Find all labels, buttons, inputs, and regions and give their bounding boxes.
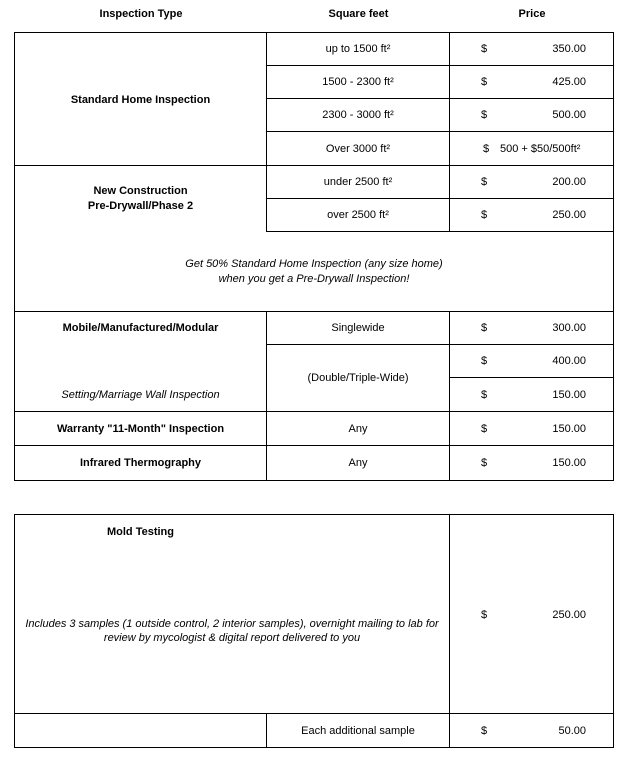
currency-symbol: $	[481, 457, 488, 469]
mobile-price-multiwide: 400.00	[552, 355, 586, 367]
mold-testing-desc-line1: Includes 3 samples (1 outside control, 2 interior samples), overnight mailing to lab for	[25, 618, 439, 630]
currency-symbol: $	[481, 355, 488, 367]
header-square-feet: Square feet	[328, 8, 389, 20]
standard-sqft-3: 2300 - 3000 ft²	[322, 109, 394, 121]
warranty-price: 150.00	[552, 423, 586, 435]
standard-sqft-4: Over 3000 ft²	[325, 143, 391, 155]
currency-symbol: $	[481, 423, 488, 435]
header-price: Price	[518, 8, 546, 20]
currency-symbol: $	[481, 209, 488, 221]
mold-testing-price: 250.00	[552, 609, 586, 621]
mobile-price-singlewide: 300.00	[552, 322, 586, 334]
pre-drywall-label: Pre-Drywall/Phase 2	[87, 200, 194, 212]
standard-sqft-2: 1500 - 2300 ft²	[322, 76, 394, 88]
currency-symbol: $	[481, 322, 488, 334]
header-inspection-type: Inspection Type	[99, 8, 183, 20]
standard-sqft-1: up to 1500 ft²	[325, 43, 391, 55]
mobile-manufactured-label: Mobile/Manufactured/Modular	[62, 322, 219, 334]
currency-symbol: $	[481, 43, 488, 55]
currency-symbol: $	[481, 76, 488, 88]
mobile-price-marriage-wall: 150.00	[552, 389, 586, 401]
currency-symbol: $	[481, 176, 488, 188]
warranty-inspection-label: Warranty "11-Month" Inspection	[56, 423, 225, 435]
standard-home-inspection-label: Standard Home Inspection	[70, 94, 211, 106]
new-construction-sqft-1: under 2500 ft²	[323, 176, 393, 188]
infrared-sqft: Any	[348, 457, 368, 469]
pre-drywall-promo-line2: when you get a Pre-Drywall Inspection!	[218, 273, 410, 285]
standard-price-4: 500 + $50/500ft²	[500, 143, 581, 155]
new-construction-price-1: 200.00	[552, 176, 586, 188]
infrared-thermography-label: Infrared Thermography	[79, 457, 202, 469]
warranty-sqft: Any	[348, 423, 368, 435]
currency-symbol: $	[481, 725, 488, 737]
new-construction-sqft-2: over 2500 ft²	[327, 209, 389, 221]
standard-price-2: 425.00	[552, 76, 586, 88]
mold-testing-label: Mold Testing	[106, 526, 174, 538]
currency-symbol: $	[481, 389, 488, 401]
new-construction-label: New Construction	[93, 185, 188, 197]
mobile-sqft-singlewide: Singlewide	[331, 322, 385, 334]
currency-symbol: $	[481, 609, 488, 621]
infrared-price: 150.00	[552, 457, 586, 469]
setting-marriage-wall-label: Setting/Marriage Wall Inspection	[61, 389, 220, 401]
additional-sample-price: 50.00	[558, 725, 586, 737]
additional-sample-label: Each additional sample	[301, 725, 415, 737]
standard-price-1: 350.00	[552, 43, 586, 55]
mold-testing-desc-line2: review by mycologist & digital report delivered to you	[103, 632, 361, 644]
standard-price-3: 500.00	[552, 109, 586, 121]
new-construction-price-2: 250.00	[552, 209, 586, 221]
pre-drywall-promo-line1: Get 50% Standard Home Inspection (any size home)	[185, 258, 443, 270]
currency-symbol: $	[481, 109, 488, 121]
currency-symbol: $	[483, 143, 490, 155]
mobile-sqft-multiwide: (Double/Triple-Wide)	[307, 372, 409, 384]
